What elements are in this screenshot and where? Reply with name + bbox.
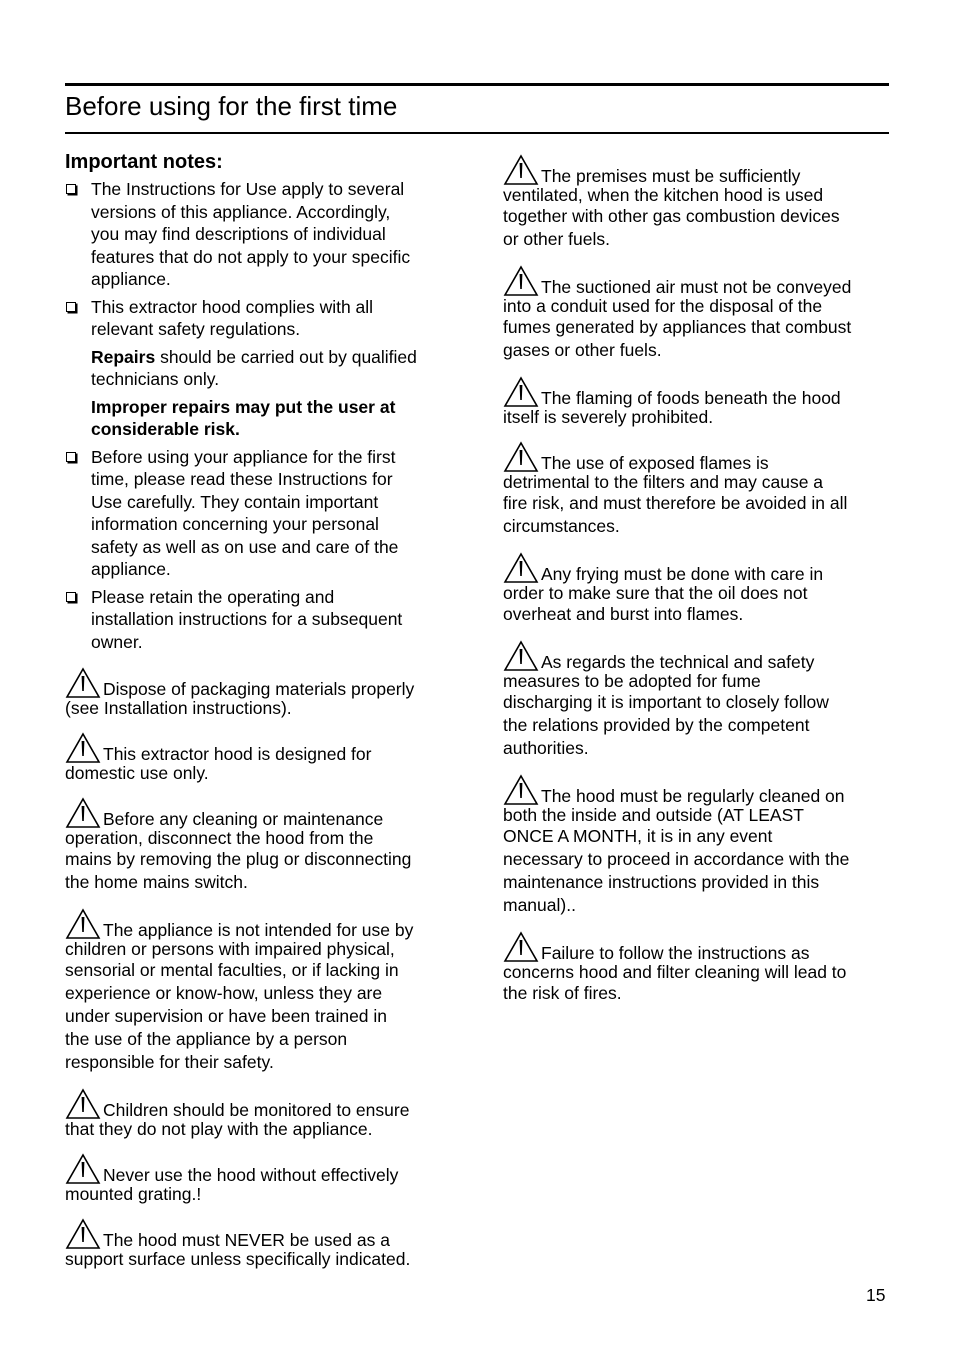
bullet-line: you may find descriptions of individual — [91, 224, 386, 244]
warning-line: Children should be monitored to ensure — [103, 1100, 410, 1120]
warning-first-line — [503, 931, 893, 963]
checkbox-bullet-icon — [66, 302, 76, 312]
warning-body — [503, 584, 893, 626]
warning-first-line — [65, 797, 457, 829]
warning-note — [65, 908, 457, 1074]
bullet-item — [65, 296, 457, 341]
warning-line: concerns hood and filter cleaning will lead to — [503, 962, 847, 982]
warning-line: The suctioned air must not be conveyed — [541, 277, 852, 297]
header-rule-top — [65, 83, 889, 86]
bullet-line: Please retain the operating and — [91, 586, 335, 607]
bullet-item — [65, 446, 457, 581]
warning-triangle-icon — [65, 1153, 101, 1185]
warning-line: experience or know-how, unless they are — [65, 983, 383, 1003]
warning-line: The premises must be sufficiently — [541, 166, 801, 186]
important-notes-list-2 — [65, 446, 457, 654]
warning-line: into a conduit used for the disposal of the — [503, 296, 823, 316]
warning-body — [65, 829, 457, 894]
warning-body — [503, 186, 893, 251]
warning-line: Dispose of packaging materials properly — [103, 679, 415, 699]
warning-line: overheat and burst into flames. — [503, 604, 744, 624]
warning-line: ONCE A MONTH, it is in any event — [503, 826, 773, 846]
warning-body — [65, 1250, 457, 1269]
warning-first-line — [65, 1153, 457, 1185]
warning-line: (see Installation instructions). — [65, 698, 292, 718]
repairs-bold: Repairs — [91, 346, 156, 367]
warning-line: that they do not play with the appliance. — [65, 1119, 373, 1139]
warning-first-line — [65, 908, 457, 940]
warning-note — [65, 797, 457, 894]
warning-triangle-icon — [503, 640, 539, 672]
warning-body — [503, 408, 893, 427]
risk-line-1: Improper repairs may put the user at — [91, 396, 396, 417]
warning-triangle-icon — [503, 265, 539, 297]
warning-line: necessary to proceed in accordance with the — [503, 849, 850, 869]
bullet-line: appliance. — [91, 269, 171, 289]
bullet-line: Use carefully. They contain important — [91, 491, 379, 512]
warning-note — [503, 376, 893, 427]
warning-note — [503, 552, 893, 626]
warning-first-line — [65, 1088, 457, 1120]
bullet-line: owner. — [91, 631, 143, 652]
bullet-line: features that do not apply to your specific — [91, 246, 411, 267]
warning-line: detrimental to the filters and may cause a — [503, 472, 824, 492]
header-rule-bottom — [65, 132, 889, 134]
warning-line: fire risk, and must therefore be avoided in all — [503, 493, 848, 513]
right-warnings — [503, 154, 893, 1005]
warning-note — [65, 1088, 457, 1139]
bullet-line: information concerning your personal — [91, 514, 379, 534]
warning-line: measures to be adopted for fume — [503, 671, 761, 691]
warning-body — [503, 963, 893, 1005]
warning-triangle-icon — [503, 154, 539, 186]
warning-line: discharging it is important to closely follow — [503, 692, 829, 712]
repairs-text: should be carried out by qualified — [155, 346, 417, 367]
warning-line: domestic use only. — [65, 763, 209, 783]
warning-triangle-icon — [503, 931, 539, 963]
warning-triangle-icon — [503, 774, 539, 806]
bullet-line: This extractor hood complies with all — [91, 296, 374, 317]
warning-note — [503, 265, 893, 362]
warning-line: maintenance instructions provided in this — [503, 872, 820, 892]
warning-triangle-icon — [503, 376, 539, 408]
warning-first-line — [503, 441, 893, 473]
warning-first-line — [503, 154, 893, 186]
warning-body — [503, 473, 893, 538]
repairs-text-2: technicians only. — [91, 369, 220, 389]
risk-line-2: considerable risk. — [91, 419, 240, 439]
warning-body — [503, 806, 893, 917]
right-column — [503, 154, 893, 1005]
bullet-item — [65, 586, 457, 654]
warning-line: order to make sure that the oil does not — [503, 583, 808, 603]
warning-note — [503, 774, 893, 917]
left-warnings — [65, 667, 457, 1269]
warning-line: Never use the hood without effectively — [103, 1165, 399, 1185]
warning-triangle-icon — [503, 552, 539, 584]
important-notes-list — [65, 178, 457, 341]
warning-first-line — [503, 265, 893, 297]
warning-line: fumes generated by appliances that combust — [503, 317, 852, 337]
left-column — [65, 148, 457, 1269]
warning-line: children or persons with impaired physical, — [65, 939, 395, 959]
warning-first-line — [65, 732, 457, 764]
warning-note — [503, 931, 893, 1005]
warning-triangle-icon — [65, 732, 101, 764]
warning-line: The hood must be regularly cleaned on — [541, 786, 845, 806]
warning-line: Before any cleaning or maintenance — [103, 809, 384, 829]
warning-body — [65, 699, 457, 718]
bullet-line: versions of this appliance. Accordingly, — [91, 201, 391, 222]
warning-first-line — [503, 376, 893, 408]
warning-note — [65, 732, 457, 783]
warning-first-line — [65, 1218, 457, 1250]
warning-line: The appliance is not intended for use by — [103, 920, 414, 940]
warning-line: Any frying must be done with care in — [541, 564, 824, 584]
warning-line: the relations provided by the competent — [503, 715, 810, 735]
warning-line: The flaming of foods beneath the hood — [541, 388, 841, 408]
warning-first-line — [503, 640, 893, 672]
warning-line: mounted grating.! — [65, 1184, 202, 1204]
warning-line: itself is severely prohibited. — [503, 407, 714, 427]
warning-triangle-icon — [65, 1218, 101, 1250]
warning-note — [65, 667, 457, 718]
warning-note — [503, 640, 893, 760]
checkbox-bullet-icon — [66, 592, 76, 602]
warning-triangle-icon — [65, 797, 101, 829]
warning-note — [65, 1153, 457, 1204]
page-number: 15 — [866, 1285, 886, 1305]
bullet-line: appliance. — [91, 559, 171, 579]
warning-body — [503, 672, 893, 760]
warning-line: under supervision or have been trained in — [65, 1006, 388, 1026]
warning-first-line — [503, 774, 893, 806]
bullet-line: time, please read these Instructions for — [91, 469, 393, 489]
warning-note — [65, 1218, 457, 1269]
bullet-line: Before using your appliance for the first — [91, 446, 396, 467]
warning-line: together with other gas combustion devices — [503, 206, 840, 226]
warning-line: the home mains switch. — [65, 872, 248, 892]
important-notes-heading: Important notes: — [65, 151, 223, 173]
warning-triangle-icon — [503, 441, 539, 473]
risk-warning — [65, 396, 457, 441]
warning-line: Failure to follow the instructions as — [541, 943, 810, 963]
bullet-item — [65, 178, 457, 291]
warning-line: As regards the technical and safety — [541, 652, 815, 672]
warning-first-line — [503, 552, 893, 584]
bullet-line: installation instructions for a subsequent — [91, 609, 403, 629]
warning-line: the risk of fires. — [503, 983, 622, 1003]
warning-line: The hood must NEVER be used as a — [103, 1230, 390, 1250]
warning-first-line — [65, 667, 457, 699]
warning-note — [503, 441, 893, 538]
warning-line: both the inside and outside (AT LEAST — [503, 805, 804, 825]
warning-line: mains by removing the plug or disconnecting — [65, 849, 412, 869]
warning-triangle-icon — [65, 667, 101, 699]
warning-triangle-icon — [65, 1088, 101, 1120]
warning-note — [503, 154, 893, 251]
warning-body — [65, 940, 457, 1074]
warning-body — [65, 1120, 457, 1139]
repairs-note — [65, 346, 457, 391]
warning-line: ventilated, when the kitchen hood is used — [503, 185, 824, 205]
warning-line: support surface unless specifically indicated. — [65, 1249, 411, 1269]
warning-body — [65, 1185, 457, 1204]
warning-line: The use of exposed flames is — [541, 453, 769, 473]
warning-line: manual).. — [503, 895, 576, 915]
warning-line: authorities. — [503, 738, 589, 758]
warning-line: the use of the appliance by a person — [65, 1029, 348, 1049]
warning-line: or other fuels. — [503, 229, 610, 249]
bullet-line: relevant safety regulations. — [91, 319, 301, 339]
warning-line: circumstances. — [503, 516, 620, 536]
warning-line: sensorial or mental faculties, or if lacking in — [65, 960, 399, 980]
bullet-line: The Instructions for Use apply to several — [91, 179, 405, 199]
warning-line: responsible for their safety. — [65, 1052, 274, 1072]
warning-line: operation, disconnect the hood from the — [65, 828, 374, 848]
warning-line: This extractor hood is designed for — [103, 744, 372, 764]
page-title: Before using for the first time — [65, 91, 398, 121]
warning-body — [503, 297, 893, 362]
checkbox-bullet-icon — [66, 184, 76, 194]
checkbox-bullet-icon — [66, 452, 76, 462]
warning-triangle-icon — [65, 908, 101, 940]
warning-body — [65, 764, 457, 783]
warning-line: gases or other fuels. — [503, 340, 662, 360]
bullet-line: safety as well as on use and care of the — [91, 536, 399, 557]
